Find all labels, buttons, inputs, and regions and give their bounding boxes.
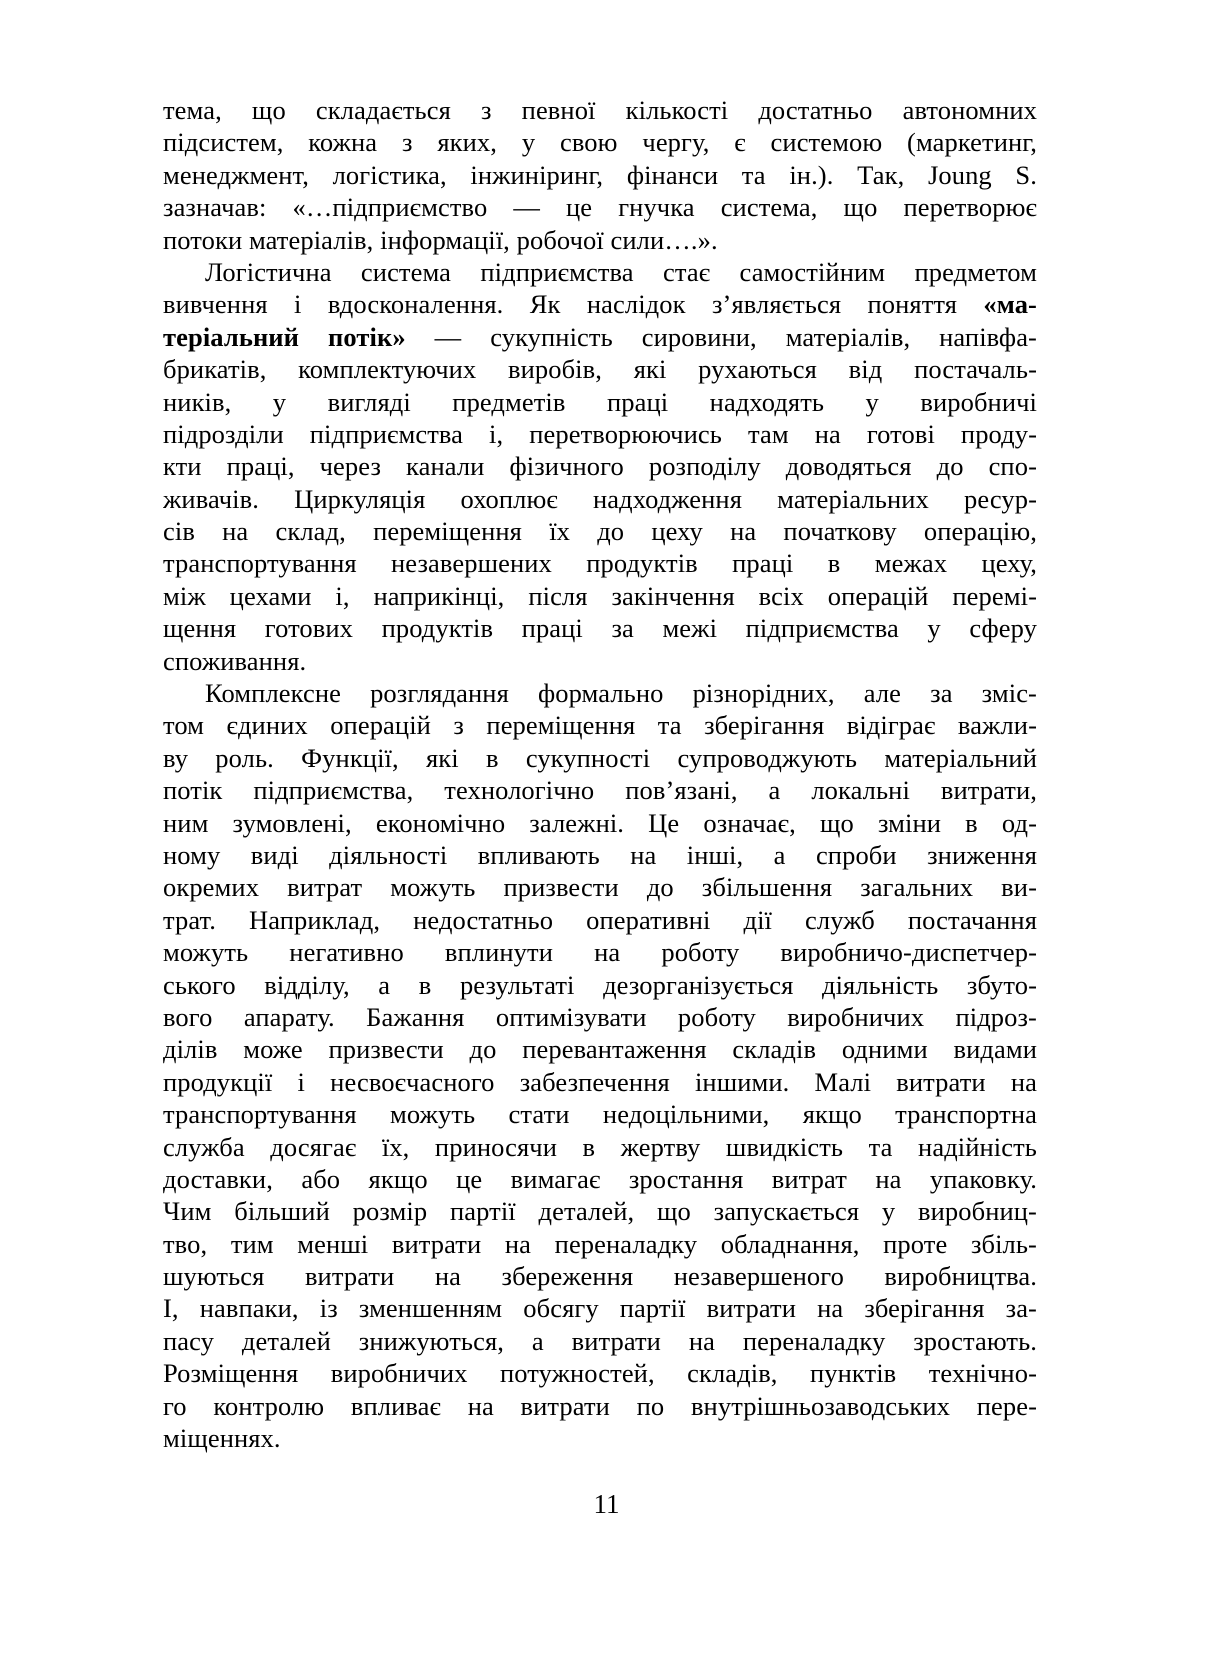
text-line: І, навпаки, із зменшенням обсягу партії витрати на зберігання за- bbox=[163, 1293, 1037, 1324]
text-line: теріальний потік» — сукупність сировини, матеріалів, напівфа- bbox=[163, 321, 1037, 352]
text-line: споживання. bbox=[163, 645, 307, 676]
text-line: ному виді діяльності впливають на інші, а спроби зниження bbox=[163, 839, 1037, 870]
text-line: служба досягає їх, приносячи в жертву швидкість та надійність bbox=[163, 1131, 1037, 1162]
text-line: ників, у вигляді предметів праці надходять у виробничі bbox=[163, 386, 1037, 417]
text-line: ним зумовлені, економічно залежні. Це означає, що зміни в од- bbox=[163, 807, 1037, 838]
text-line: брикатів, комплектуючих виробів, які рухаються від постачаль- bbox=[163, 354, 1037, 385]
text-line: менеджмент, логістика, інжиніринг, фінанси та ін.). Так, Joung S. bbox=[163, 159, 1037, 190]
text-line: Чим більший розмір партії деталей, що запускається у виробниц- bbox=[163, 1196, 1037, 1227]
text-line: щення готових продуктів праці за межі підприємства у сферу bbox=[163, 613, 1037, 644]
text-line: підрозділи підприємства і, перетворюючись там на готові проду- bbox=[163, 418, 1037, 449]
text-line: підсистем, кожна з яких, у свою чергу, є системою (маркетинг, bbox=[163, 127, 1037, 158]
text-line: потік підприємства, технологічно пов’язані, а локальні витрати, bbox=[163, 775, 1037, 806]
text-line: го контролю впливає на витрати по внутрішньозаводських пере- bbox=[163, 1390, 1037, 1421]
text-line: трат. Наприклад, недостатньо оперативні дії служб постачання bbox=[163, 904, 1037, 935]
text-line: ського відділу, а в результаті дезорганізується діяльність збуто- bbox=[163, 969, 1037, 1000]
text-line: можуть негативно вплинути на роботу виробничо-диспетчер- bbox=[163, 937, 1037, 968]
text-line: тема, що складається з певної кількості достатньо автономних bbox=[163, 95, 1037, 125]
text-line: тво, тим менші витрати на переналадку обладнання, проте збіль- bbox=[163, 1228, 1037, 1259]
text-line: Розміщення виробничих потужностей, складів, пунктів технічно- bbox=[163, 1358, 1037, 1389]
text-line: транспортування можуть стати недоцільними, якщо транспортна bbox=[163, 1099, 1037, 1130]
text-line: між цехами і, наприкінці, після закінчення всіх операцій перемі- bbox=[163, 580, 1037, 611]
text-line: ділів може призвести до перевантаження складів одними видами bbox=[163, 1034, 1037, 1065]
text-line: зазначав: «…підприємство — це гнучка система, що перетворює bbox=[163, 192, 1037, 223]
text-line: окремих витрат можуть призвести до збільшення загальних ви- bbox=[163, 872, 1037, 903]
text-line: міщеннях. bbox=[163, 1423, 281, 1454]
paragraph bbox=[163, 94, 1037, 256]
text-line: потоки матеріалів, інформації, робочої сили….». bbox=[163, 224, 718, 255]
text-line: Комплексне розглядання формально різнорідних, але за зміс- bbox=[205, 678, 1037, 709]
text-line: вивчення і вдосконалення. Як наслідок з’являється поняття «ма- bbox=[163, 289, 1037, 320]
text-block bbox=[163, 94, 1037, 1454]
text-line: сів на склад, переміщення їх до цеху на початкову операцію, bbox=[163, 516, 1037, 547]
text-line: транспортування незавершених продуктів праці в межах цеху, bbox=[163, 548, 1037, 579]
text-line: кти праці, через канали фізичного розподілу доводяться до спо- bbox=[163, 451, 1037, 482]
paragraph bbox=[163, 677, 1037, 1454]
text-line: вого апарату. Бажання оптимізувати роботу виробничих підроз- bbox=[163, 1001, 1037, 1032]
paragraph bbox=[163, 256, 1037, 677]
text-line: том єдиних операцій з переміщення та зберігання відіграє важли- bbox=[163, 710, 1037, 741]
text-line: ву роль. Функції, які в сукупності супроводжують матеріальний bbox=[163, 742, 1037, 773]
text-line: продукції і несвоєчасного забезпечення іншими. Малі витрати на bbox=[163, 1066, 1037, 1097]
page-number: 11 bbox=[593, 1489, 620, 1519]
text-line: Логістична система підприємства стає самостійним предметом bbox=[205, 256, 1037, 287]
text-line: доставки, або якщо це вимагає зростання витрат на упаковку. bbox=[163, 1163, 1037, 1194]
text-line: пасу деталей знижуються, а витрати на переналадку зростають. bbox=[163, 1325, 1037, 1356]
text-line: шуються витрати на збереження незавершеного виробництва. bbox=[163, 1261, 1037, 1292]
text-line: живачів. Циркуляція охоплює надходження матеріальних ресур- bbox=[163, 483, 1037, 514]
